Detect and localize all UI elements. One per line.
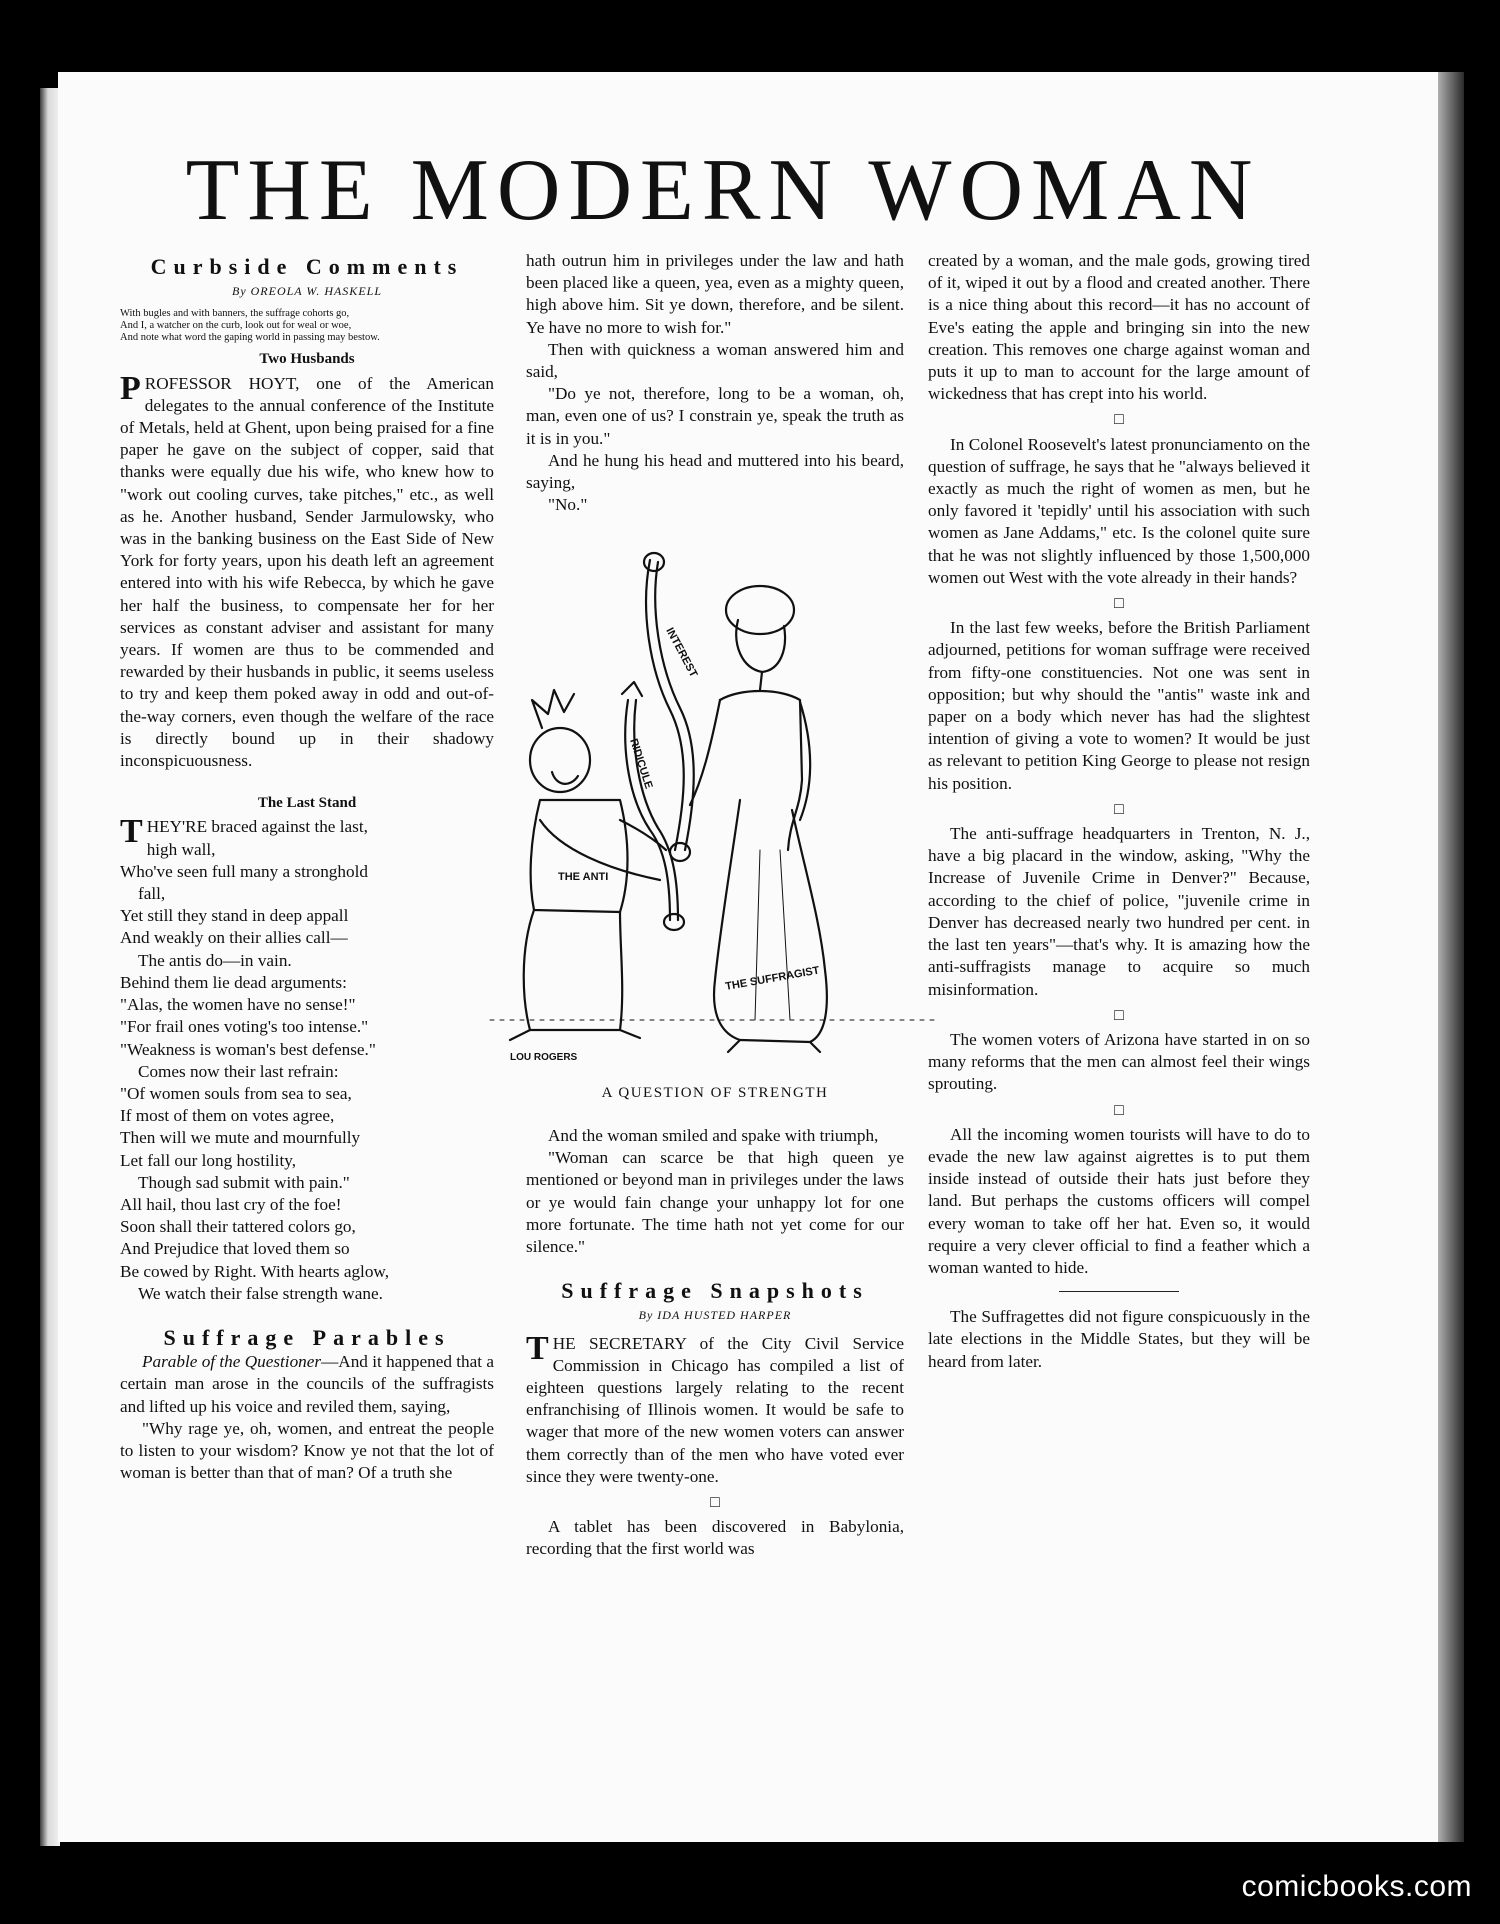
wishbone-knob <box>644 553 664 571</box>
section-separator: □ <box>1114 1101 1124 1119</box>
article-paragraph <box>120 369 494 773</box>
poem-the-last-stand <box>120 813 494 1304</box>
column-2-bottom <box>526 1125 904 1561</box>
article-paragraph: In Colonel Roosevelt's latest pronunciamento on the question of suffrage, he says that he "always believed it exactly as much the right of women as men, but he only favored it 'tepidly' until his association with such women as Jane Addams," etc. Is the colonel quite sure that he was not slightly influenced by those 1,500,000 women out West with the vote already in their hands? <box>928 434 1310 587</box>
column-1 <box>120 252 494 1484</box>
horizontal-rule <box>1059 1291 1179 1292</box>
article-paragraph: And the woman smiled and spake with triumph, <box>548 1126 879 1145</box>
anti-body <box>531 800 628 912</box>
page-edge-left <box>40 88 60 1846</box>
drop-cap: T <box>120 813 143 851</box>
section-separator: □ <box>1114 800 1124 818</box>
epigraph-line: With bugles and with banners, the suffrage cohorts go, <box>120 308 350 320</box>
poem-line: Behind them lie dead arguments: <box>120 972 347 992</box>
poem-line: "Of women souls from sea to sea, <box>120 1083 352 1103</box>
section-title-snapshots: Suffrage Snapshots <box>561 1278 869 1304</box>
cartoon-illustration <box>470 550 950 1070</box>
column-2-top <box>526 250 904 516</box>
scan-border-left <box>0 0 40 1924</box>
wishbone-ridicule <box>625 700 670 920</box>
section-separator: □ <box>1114 595 1124 613</box>
page-title: THE MODERN WOMAN <box>185 142 1261 239</box>
epigraph-line: And note what word the gaping world in passing may bestow. <box>120 332 380 344</box>
article-paragraph: "Woman can scarce be that high queen ye mentioned or beyond man in privileges under the laws or ye would fain change your unhappy lot for one more fortunate. The time hath not yet come for our silence." <box>526 1148 904 1257</box>
poem-line: Let fall our long hostility, <box>120 1150 296 1170</box>
poem-line: "Weakness is woman's best defense." <box>120 1039 376 1059</box>
poem-line: Then will we mute and mournfully <box>120 1128 361 1148</box>
poem-line: And Prejudice that loved them so <box>120 1239 350 1259</box>
poem-line: The antis do—in vain. <box>138 950 292 970</box>
paragraph-text: —And it happened that a certain man arose in the councils of the suffragists and lifted up his voice and reviled them, saying, <box>120 1352 494 1416</box>
label-ridicule: RIDICULE <box>627 737 655 791</box>
paragraph-text: ROFESSOR HOYT, one of the American delegates to the annual conference of the Institute of Metals, held at Ghent, upon being praised for a fine paper he gave on the subject of copper, said that thanks were equally due his wife, who knew how to "work out cooling curves, take pitches," etc., as well as he. Another husband, Sender Jarmulowsky, who was in the banking business on the East Side of New York for forty years, upon his death left an agreement entered into with his wife Rebecca, by which he gave her half the business, to compensate her for her services as constant adviser and assistant for many years. If women are thus to be commended and rewarded by their husbands in public, it seems useless to try and keep them poked away in odd and out-of-the-way corners, even though the welfare of the race is directly bound up in their shadowy inconspicuousness. <box>120 373 494 771</box>
poem-line: fall, <box>138 884 166 904</box>
article-paragraph: All the incoming women tourists will have to do to evade the new law against aigrettes is to put them inside instead of outside their hats just before they land. But perhaps the customs officers will compel every woman to take off her hat. Even so, it would require a very clever official to find a feather which a woman wanted to hide. <box>928 1124 1310 1277</box>
article-paragraph <box>120 1351 494 1418</box>
epigraph <box>120 308 494 344</box>
cartoon-caption: A QUESTION OF STRENGTH <box>601 1085 829 1101</box>
label-the-suffragist: THE SUFFRAGIST <box>724 964 821 993</box>
scan-border-top <box>0 0 1500 72</box>
artist-signature: LOU ROGERS <box>510 1052 578 1063</box>
suffragist-skirt <box>714 800 827 1042</box>
byline-haskell: By OREOLA W. HASKELL <box>231 284 382 299</box>
article-paragraph: And he hung his head and muttered into his beard, saying, <box>526 450 904 493</box>
parable-title: Parable of the Questioner <box>142 1352 322 1372</box>
drop-cap: P <box>120 369 141 407</box>
section-separator: □ <box>1114 1006 1124 1024</box>
article-paragraph: The anti-suffrage headquarters in Trenton, N. J., have a big placard in the window, asking, "Why the Increase of Juvenile Crime in Denver?" Because, according to the chief of police, "juvenile crime in Denver has decreased nearly two hundred per cent. in the last ten years"—that's why. It is amazing how the anti-suffragists manage to acquire so much misinformation. <box>928 824 1310 999</box>
poem-line: Who've seen full many a stronghold <box>120 861 368 881</box>
article-paragraph: The women voters of Arizona have started in on so many reforms that the men can almost feel their wings sprouting. <box>928 1029 1310 1094</box>
poem-line: "Alas, the women have no sense!" <box>120 995 356 1015</box>
poem-line: If most of them on votes agree, <box>120 1106 335 1126</box>
poem-line: "For frail ones voting's too intense." <box>120 1017 369 1037</box>
drop-cap: T <box>526 1329 549 1367</box>
article-paragraph: "Why rage ye, oh, women, and entreat the people to listen to your wisdom? Know ye not that the lot of woman is better than that of man? Of a truth she <box>120 1418 494 1483</box>
byline-harper: By IDA HUSTED HARPER <box>638 1308 792 1323</box>
anti-hat <box>532 690 574 728</box>
poem-line: Yet still they stand in deep appall <box>120 906 349 926</box>
poem-line: high wall, <box>146 839 216 859</box>
site-watermark: comicbooks.com <box>1241 1870 1472 1903</box>
section-separator: □ <box>1114 411 1124 429</box>
subhead-last-stand: The Last Stand <box>257 795 357 812</box>
suffragist-face <box>736 620 785 672</box>
suffragist-bodice <box>720 691 802 850</box>
article-paragraph: The Suffragettes did not figure conspicuously in the late elections in the Middle States, but they will be heard from later. <box>928 1307 1310 1371</box>
article-paragraph <box>526 1329 904 1488</box>
poem-line: Though sad submit with pain." <box>138 1172 350 1192</box>
article-paragraph: created by a woman, and the male gods, growing tired of it, wiped it out by a flood and created another. There is a nice thing about this record—it has no account of Eve's eating the apple and bringing sin into the new creation. This removes one charge against woman and puts it up to man to account for the large amount of wickedness that has crept into his world. <box>928 251 1310 404</box>
label-interest: INTEREST <box>663 625 700 680</box>
paragraph-text: HE SECRETARY of the City Civil Service Commission in Chicago has compiled a list of eighteen questions largely relating to the recent enfranchising of Illinois women. It would be safe to wager that more of the new women voters can answer them correctly than of the men who have voted ever since they were twenty-one. <box>526 1333 904 1486</box>
article-paragraph: Then with quickness a woman answered him and said, <box>526 339 904 382</box>
poem-line: Soon shall their tattered colors go, <box>120 1217 356 1237</box>
label-the-anti: THE ANTI <box>558 871 609 883</box>
epigraph-line: And I, a watcher on the curb, look out for weal or woe, <box>120 320 352 332</box>
article-paragraph: "No." <box>548 495 588 515</box>
poem-line: HEY'RE braced against the last, <box>146 817 368 837</box>
poem-line: We watch their false strength wane. <box>138 1283 383 1303</box>
poem-line: Be cowed by Right. With hearts aglow, <box>120 1261 390 1281</box>
anti-skirt <box>524 910 622 1030</box>
article-paragraph: In the last few weeks, before the British Parliament adjourned, petitions for woman suffrage were received from fifty-one constituencies. Not one was sent in opposition; but why should the "antis" waste ink and paper on a body which never has had the slightest intention of giving a vote to women? It would be just as relevant to petition King George to please not resign his position. <box>928 618 1310 793</box>
poem-line: All hail, thou last cry of the foe! <box>120 1194 342 1214</box>
section-title-parables: Suffrage Parables <box>163 1324 451 1350</box>
poem-line: Comes now their last refrain: <box>138 1061 339 1081</box>
article-paragraph: "Do ye not, therefore, long to be a woman, oh, man, even one of us? I constrain ye, speak the truth as it is in you." <box>526 384 904 448</box>
article-paragraph: hath outrun him in privileges under the law and hath been placed like a queen, yea, even as a mighty queen, high above him. Sit ye down, therefore, and be silent. Ye have no more to wish for." <box>526 251 904 337</box>
section-title-curbside: Curbside Comments <box>150 254 464 279</box>
subhead-two-husbands: Two Husbands <box>259 351 355 368</box>
column-3 <box>928 250 1310 1373</box>
poem-line: And weakly on their allies call— <box>120 928 348 948</box>
section-separator: □ <box>710 1494 720 1512</box>
article-paragraph: A tablet has been discovered in Babylonia, recording that the first world was <box>526 1517 904 1559</box>
